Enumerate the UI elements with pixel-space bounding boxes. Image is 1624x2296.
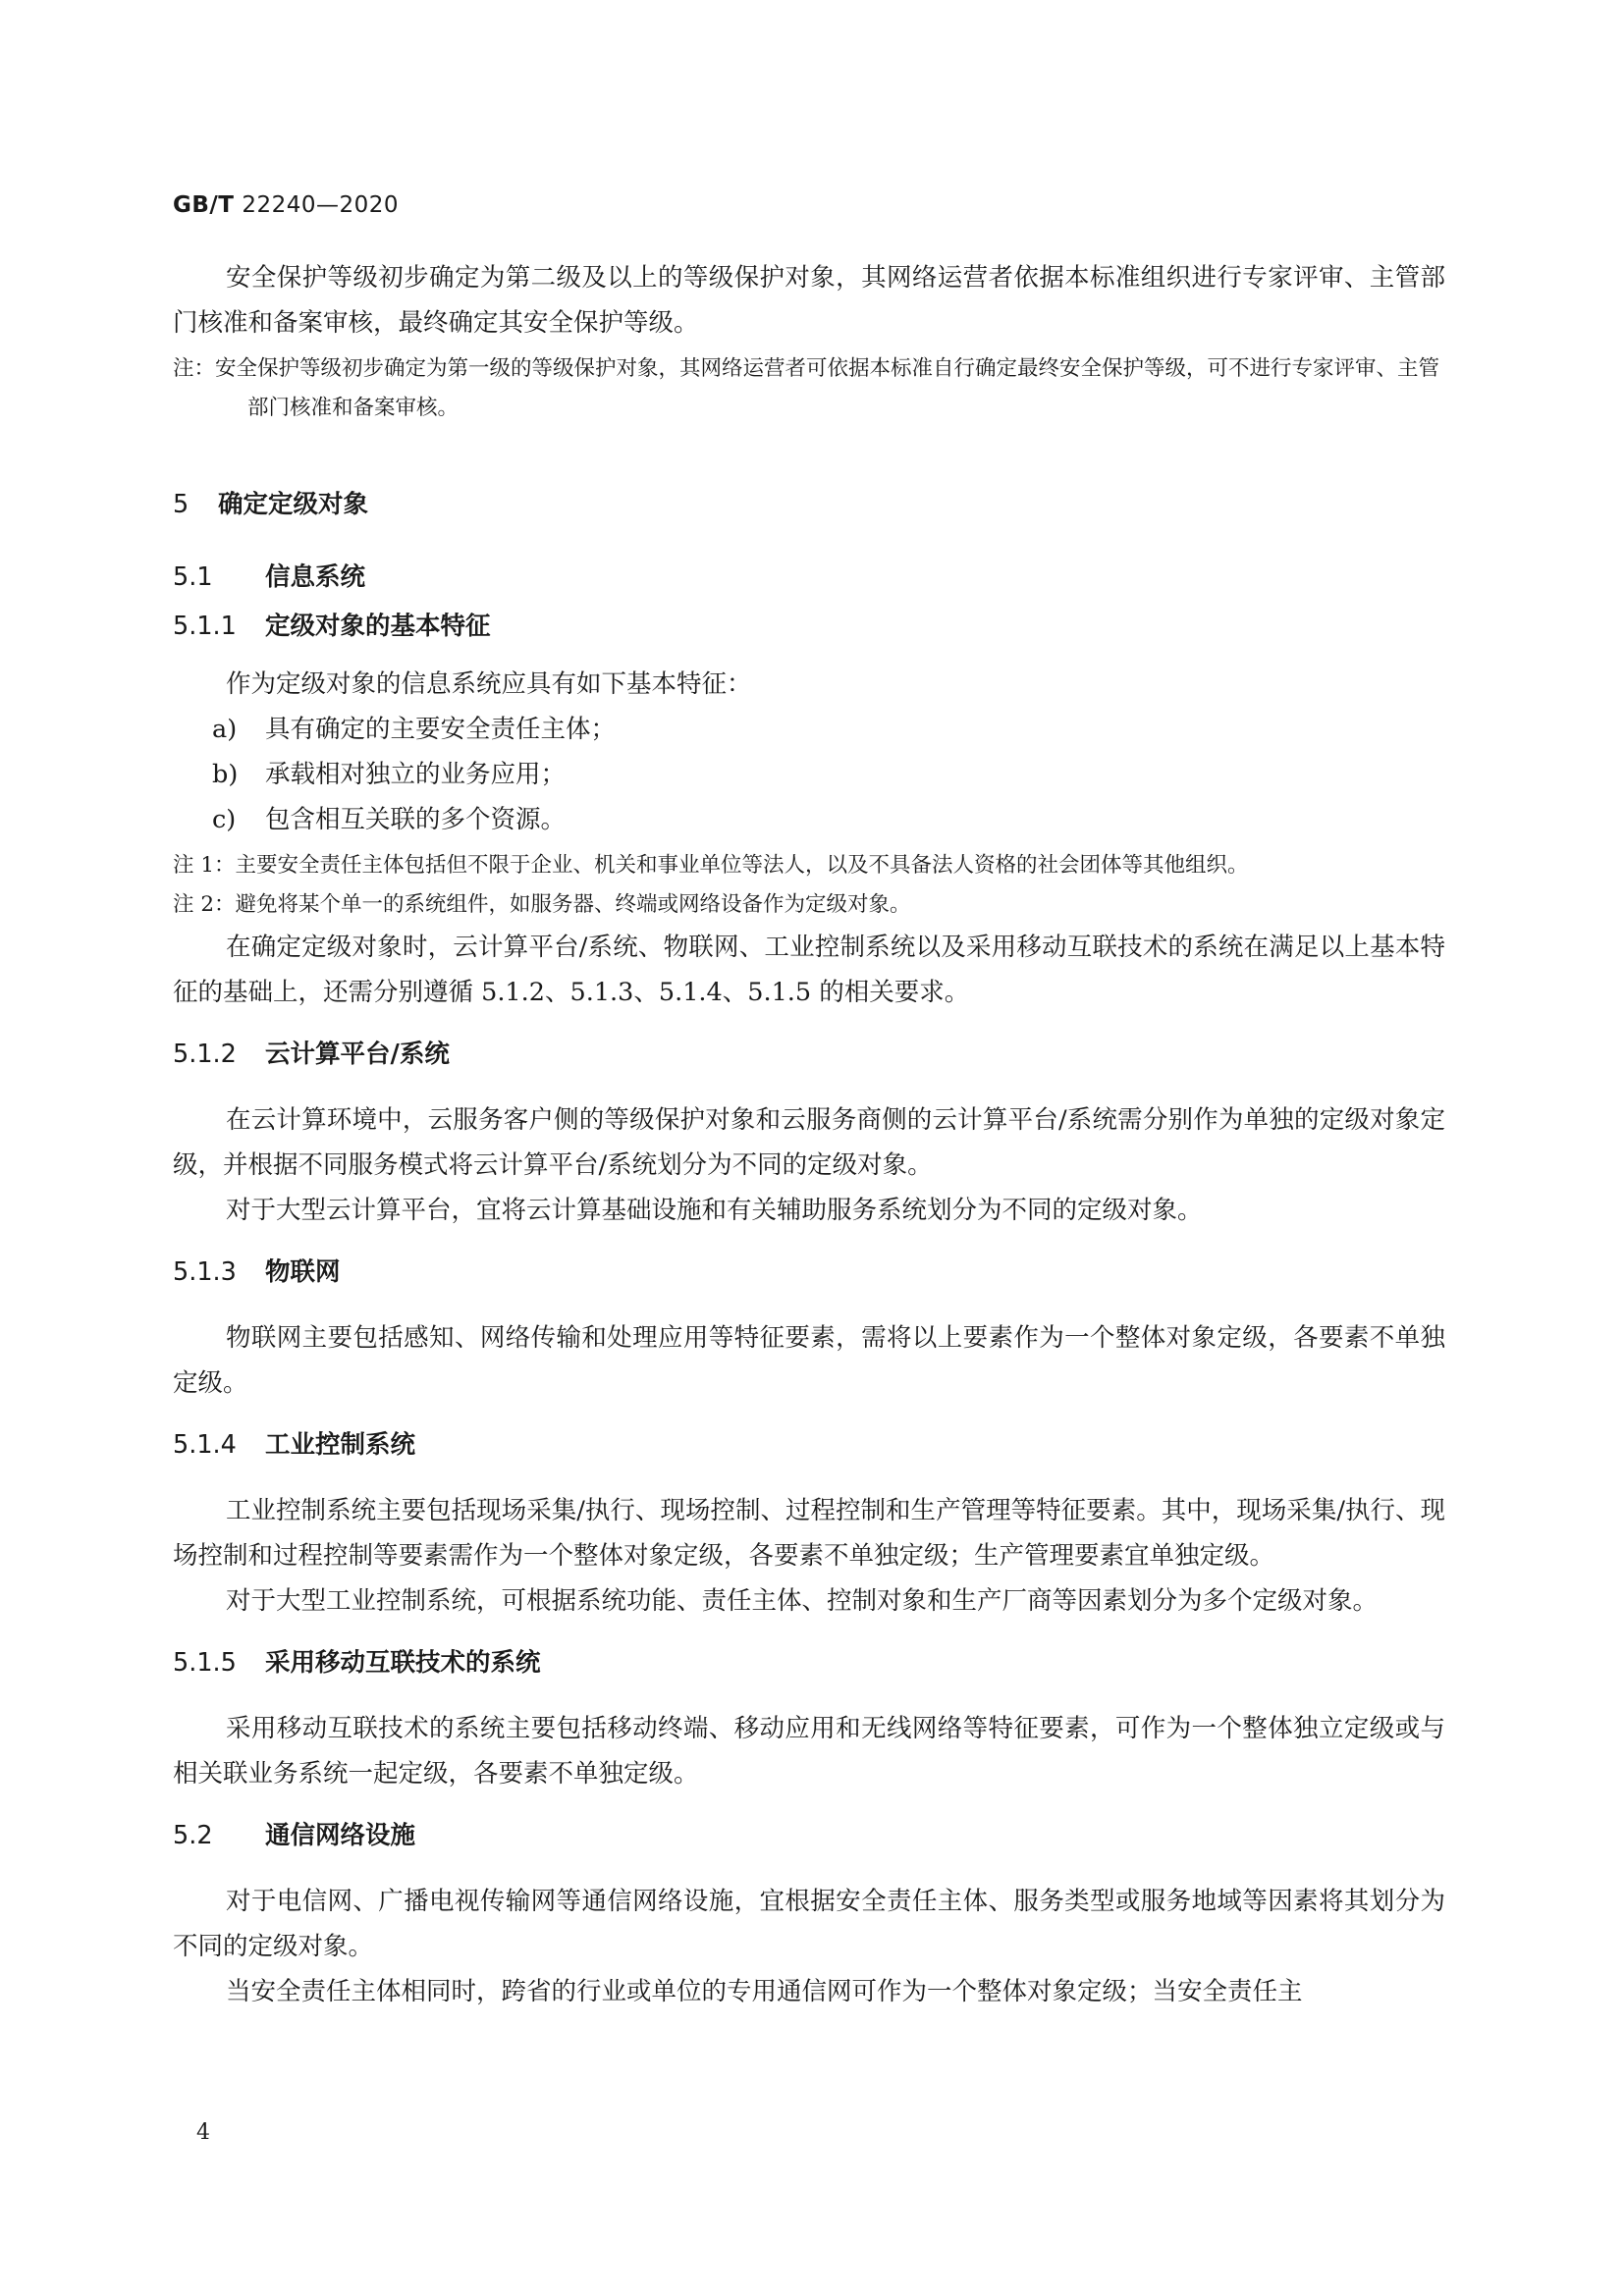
list-item-label: a): [212, 715, 238, 744]
list-item-text: 具有确定的主要安全责任主体；: [265, 715, 617, 744]
list-item: [173, 707, 1445, 752]
list-item: [173, 797, 1445, 842]
paragraph: 作为定级对象的信息系统应具有如下基本特征：: [226, 669, 752, 699]
section-5-1-5-heading: [173, 1641, 1445, 1684]
paragraph: 在确定定级对象时，云计算平台/系统、物联网、工业控制系统以及采用移动互联技术的系统在满足以上基本特征的基础上，还需分别遵循 5.1.2、5.1.3、5.1.4、5.1.5 的相关要求。: [173, 933, 1445, 1007]
section-number: 5.1: [173, 562, 213, 592]
section-number: 5.1.1: [173, 612, 237, 641]
section-5-1-2-heading: [173, 1033, 1445, 1076]
page-number: 4: [196, 2120, 210, 2145]
standard-number: 22240—2020: [242, 192, 400, 218]
paragraph: 工业控制系统主要包括现场采集/执行、现场控制、过程控制和生产管理等特征要素。其中，现场采集/执行、现场控制和过程控制等要素需作为一个整体对象定级，各要素不单独定级；生产管理要素宜单独定级。: [173, 1496, 1445, 1571]
section-title: 通信网络设施: [265, 1821, 416, 1850]
paragraph: 在云计算环境中，云服务客户侧的等级保护对象和云服务商侧的云计算平台/系统需分别作为单独的定级对象定级，并根据不同服务模式将云计算平台/系统划分为不同的定级对象。: [173, 1105, 1445, 1180]
list-item-label: c): [212, 805, 237, 834]
section-5-heading: [173, 483, 1445, 526]
list-item-label: b): [212, 760, 239, 789]
paragraph: 对于电信网、广播电视传输网等通信网络设施，宜根据安全责任主体、服务类型或服务地域等因素将其划分为不同的定级对象。: [173, 1887, 1445, 1961]
intro-paragraph: 安全保护等级初步确定为第二级及以上的等级保护对象，其网络运营者依据本标准组织进行专家评审、主管部门核准和备案审核，最终确定其安全保护等级。: [173, 263, 1445, 338]
standard-prefix: GB/T: [173, 192, 235, 218]
document-body: [173, 255, 1445, 2014]
section-title: 定级对象的基本特征: [265, 612, 491, 641]
section-number: 5.1.3: [173, 1257, 237, 1287]
section-5-2-heading: [173, 1814, 1445, 1857]
section-number: 5.2: [173, 1821, 213, 1850]
list-item-text: 承载相对独立的业务应用；: [265, 760, 567, 789]
paragraph: 物联网主要包括感知、网络传输和处理应用等特征要素，需将以上要素作为一个整体对象定级，各要素不单独定级。: [173, 1323, 1445, 1398]
section-5-1-heading: [173, 556, 1445, 599]
section-number: 5.1.4: [173, 1430, 237, 1460]
section-title: 物联网: [265, 1257, 341, 1287]
paragraph: 当安全责任主体相同时，跨省的行业或单位的专用通信网可作为一个整体对象定级；当安全责任主: [226, 1977, 1303, 2006]
paragraph: 对于大型工业控制系统，可根据系统功能、责任主体、控制对象和生产厂商等因素划分为多个定级对象。: [226, 1586, 1379, 1616]
section-5-1-1-heading: [173, 605, 1445, 648]
section-5-1-4-heading: [173, 1423, 1445, 1467]
note-2: 注 2：避免将某个单一的系统组件，如服务器、终端或网络设备作为定级对象。: [173, 892, 911, 917]
section-title: 采用移动互联技术的系统: [265, 1648, 541, 1678]
section-title: 确定定级对象: [218, 490, 369, 519]
list-item-text: 包含相互关联的多个资源。: [265, 805, 567, 834]
section-5-1-3-heading: [173, 1251, 1445, 1294]
section-title: 信息系统: [265, 562, 366, 592]
paragraph: 采用移动互联技术的系统主要包括移动终端、移动应用和无线网络等特征要素，可作为一个整体独立定级或与相关联业务系统一起定级，各要素不单独定级。: [173, 1714, 1445, 1789]
note-1: 注 1：主要安全责任主体包括但不限于企业、机关和事业单位等法人，以及不具备法人资格的社会团体等其他组织。: [173, 853, 1249, 878]
section-number: 5.1.5: [173, 1648, 237, 1678]
list-item: [173, 752, 1445, 797]
paragraph: 对于大型云计算平台，宜将云计算基础设施和有关辅助服务系统划分为不同的定级对象。: [226, 1196, 1203, 1225]
standard-code: [173, 192, 399, 218]
section-number: 5: [173, 490, 189, 519]
section-title: 工业控制系统: [265, 1430, 416, 1460]
section-number: 5.1.2: [173, 1040, 237, 1069]
section-title: 云计算平台/系统: [265, 1040, 450, 1069]
intro-note: 注：安全保护等级初步确定为第一级的等级保护对象，其网络运营者可依据本标准自行确定最终安全保护等级，可不进行专家评审、主管部门核准和备案审核。: [173, 356, 1440, 420]
